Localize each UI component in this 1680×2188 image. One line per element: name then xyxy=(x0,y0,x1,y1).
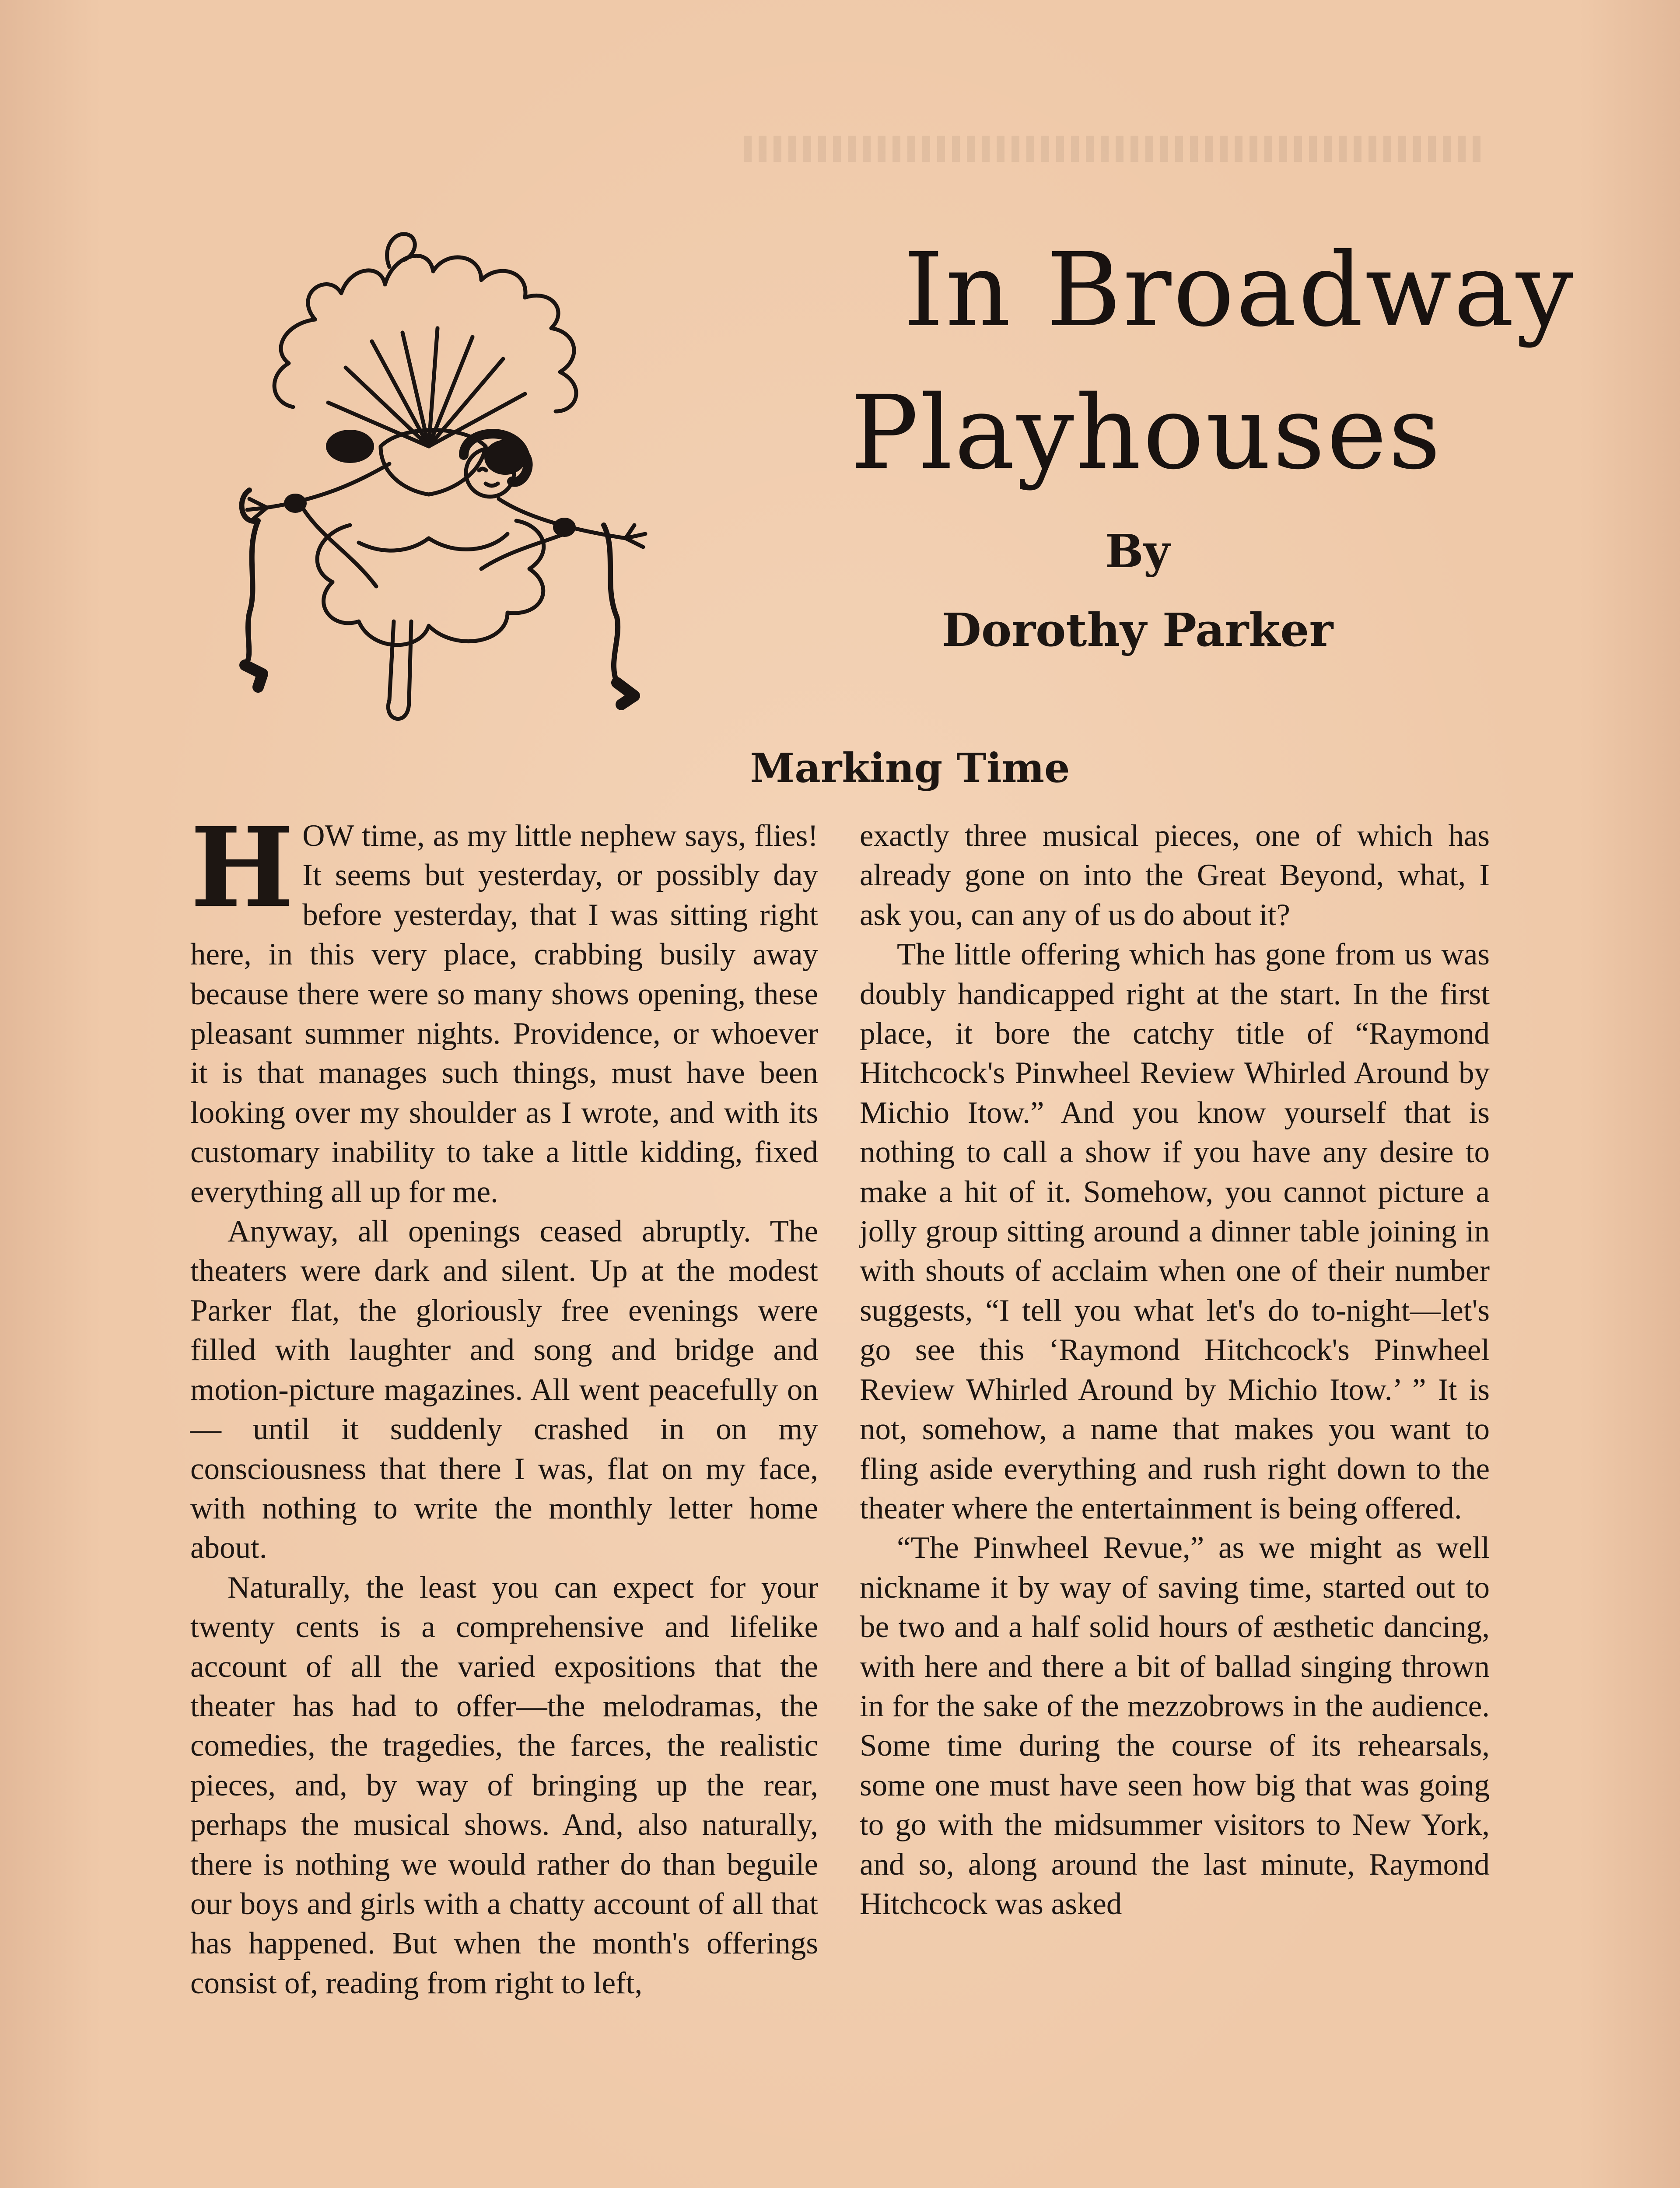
paragraph: Anyway, all openings ceased abruptly. The theaters were dark and silent. Up at the modest Parker flat, the gloriously free evenings were filled with laughter and song and bridge and motion-picture magazines. All went peacefully on— until it suddenly crashed in on my consciousness that there I was, flat on my face, with nothing to write the monthly letter home about. xyxy=(190,1214,818,1565)
title-line-2: Playhouses xyxy=(850,374,1442,492)
paragraph-text: OW time, as my little nephew says, flies! It seems but yesterday, or possibly day before yesterday, that I was sitting right here, in this very place, crabbing busily away because there were so many shows opening, these pleasant summer nights. Providence, or whoever it is that manages such things, must have been looking over my shoulder as I wrote, and with its customary inability to take a little kidding, fixed everything all up for me. xyxy=(190,819,818,1209)
title-line-1: In Broadway xyxy=(903,231,1575,349)
dancer-illustration-icon xyxy=(184,219,722,744)
right-column xyxy=(860,816,1490,1924)
paragraph: “The Pinwheel Revue,” as we might as well nickname it by way of saving time, started out to be two and a half solid hours of æsthetic dancing, with here and there a bit of ballad singing thrown in for the sake of the mezzobrows in the audience. Some time during the course of its rehearsals, some one must have seen how big that was going to go with the midsummer visitors to New York, and so, along around the last minute, Raymond Hitchcock was asked xyxy=(860,1531,1490,1921)
article-title xyxy=(709,219,1584,504)
paragraph: The little offering which has gone from us was doubly handicapped right at the start. In the first place, it bore the catchy title of “Raymond Hitchcock's Pinwheel Review Whirled Around by Michio Itow.” And you know yourself that is nothing to call a show if you have any desire to make a hit of it. Somehow, you cannot picture a jolly group sitting around a dinner table joining in with shouts of acclaim when one of their number suggests, “I tell you what let's do to-night—let's go see this ‘Raymond Hitchcock's Pinwheel Review Whirled Around by Michio Itow.’ ” It is not, somehow, a name that makes you want to fling aside everything and rush right down to the theater where the entertainment is being offered. xyxy=(860,937,1490,1525)
bleed-through-text xyxy=(744,136,1488,162)
left-column xyxy=(190,803,818,2003)
paragraph: Naturally, the least you can expect for your twenty cents is a comprehensive and lifelike account of all the varied expositions that the theater has had to offer—the melodramas, the comedies, the tragedies, the farces, the realistic pieces, and, by way of bringing up the rear, perhaps the musical shows. And, also naturally, there is nothing we would rather do than beguile our boys and girls with a chatty account of all that has happened. But when the month's offerings consist of, reading from right to left, xyxy=(190,1570,818,2000)
byline xyxy=(897,519,1378,663)
section-heading: Marking Time xyxy=(750,744,1070,792)
paragraph xyxy=(190,803,818,1212)
dropcap: H xyxy=(190,803,294,932)
paragraph: exactly three musical pieces, one of which has already gone on into the Great Beyond, what, I ask you, can any of us do about it? xyxy=(860,819,1490,932)
byline-by: By xyxy=(1105,524,1170,578)
author-name: Dorothy Parker xyxy=(942,603,1334,657)
